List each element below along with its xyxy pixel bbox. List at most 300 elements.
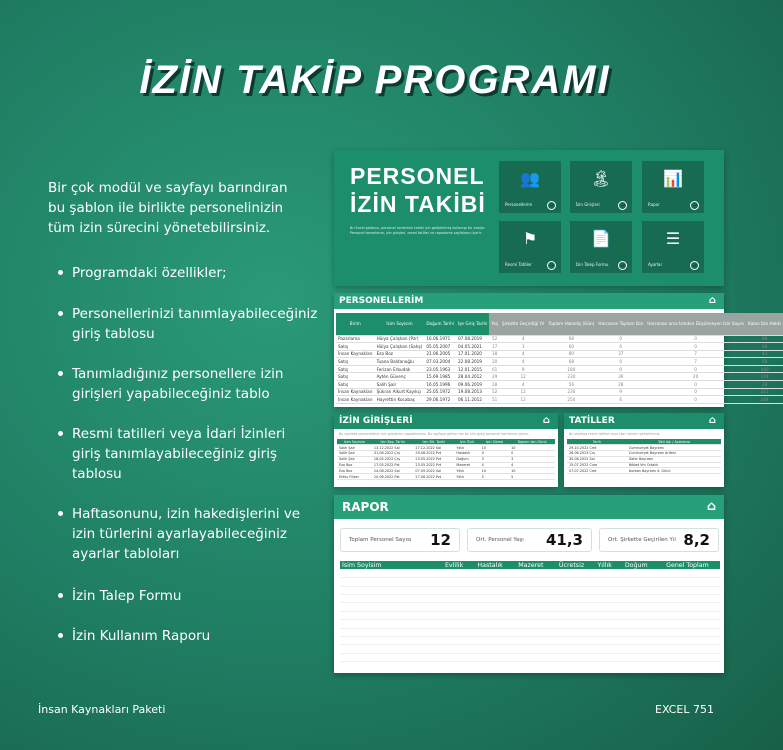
table-cell (439, 611, 470, 619)
table-cell: 4 (509, 462, 555, 468)
column-header: İzin Türü (454, 439, 479, 445)
table-cell (618, 611, 655, 619)
table-cell: 23.05.2022 Pzt (413, 456, 454, 462)
column-header: Yıllık (592, 561, 618, 569)
table-cell: Salih Şair (340, 620, 439, 628)
table-cell: 13.12.2022 Sal (372, 445, 413, 451)
table-cell: 12 (500, 388, 546, 396)
table-row (337, 474, 555, 480)
table-cell: 7 (655, 645, 720, 653)
table-cell: 3 (480, 456, 510, 462)
table-cell: 11 (439, 569, 470, 577)
table-cell (618, 595, 655, 603)
table-cell: Şükran Alkurt Kayıkçı (340, 628, 439, 636)
table-cell: 24.08.2022 Sal (372, 468, 413, 474)
table-cell: 28 (592, 620, 618, 628)
table-cell: 54 (655, 603, 720, 611)
table-cell: 250 (546, 396, 596, 404)
table-cell: Pazarlama (336, 335, 375, 343)
table-cell: Satış (336, 365, 375, 373)
kpi-avg-years (599, 528, 719, 552)
table-cell: 27.12.2022 Sal (413, 445, 454, 451)
table-cell: 10 (551, 603, 592, 611)
form-icon: 📄 (591, 229, 611, 248)
table-cell: 0 (645, 396, 746, 404)
personellerim-table (336, 313, 783, 404)
table-cell (439, 586, 470, 594)
tile-label: Personellerim (505, 202, 533, 207)
table-cell (439, 620, 470, 628)
table-cell: Ezo Boz (337, 468, 372, 474)
table-cell: 0 (480, 451, 510, 457)
column-header: İsim Soyisim (340, 561, 439, 569)
column-header: İzin Süresi (480, 439, 510, 445)
table-row (340, 603, 720, 611)
table-cell: 12 (500, 373, 546, 381)
table-cell: 7 (645, 358, 746, 366)
column-header: Toplam İzin Günü (509, 439, 555, 445)
personellerim-panel (334, 293, 782, 407)
izin-girisleri-header (334, 413, 558, 429)
table-cell: Hülya Çalışkan (Pzr) (375, 335, 425, 343)
page-title: İZİN TAKİP PROGRAMI (139, 58, 611, 102)
table-cell: 8 (592, 595, 618, 603)
table-cell (439, 645, 470, 653)
table-cell: Salih Şair (337, 445, 372, 451)
table-cell: Elifsu Filizer (340, 578, 439, 586)
table-cell: 41 (655, 578, 720, 586)
table-cell: 3 (509, 456, 555, 462)
table-cell: 04.05.2021 (456, 343, 489, 351)
table-cell (439, 603, 470, 611)
column-header: Toplam Hakediş (Gün) (546, 313, 596, 335)
table-cell: 7 (511, 645, 552, 653)
tatiller-title: TATİLLER (569, 416, 615, 426)
table-cell: 0 (596, 365, 645, 373)
table-cell: 5 (509, 474, 555, 480)
table-cell: 19.08.2013 (456, 388, 489, 396)
table-cell: 61 (489, 365, 500, 373)
table-row (340, 620, 720, 628)
table-cell: İnsan Kaynakları (338, 351, 373, 357)
dashboard-panel (334, 150, 724, 286)
arrow-right-icon: → (691, 262, 698, 269)
table-cell: 18.05.2022 Çrş (372, 456, 413, 462)
table-cell: 44 (655, 586, 720, 594)
table-cell: 51 (489, 396, 500, 404)
table-cell: 0 (509, 451, 555, 457)
table-row (336, 343, 783, 351)
table-cell: 07.08.2019 (456, 335, 489, 343)
table-cell: 221 (746, 388, 783, 396)
table-cell: 0 (645, 388, 746, 396)
izin-girisleri-table (337, 439, 555, 480)
table-row (340, 586, 720, 594)
arrow-right-icon: → (548, 202, 555, 209)
table-cell: 68 (746, 335, 783, 343)
intro-text: Bir çok modül ve sayfayı barındıran bu şablon ile birlikte personelinizin tüm izin sürecini yönetebilirsiniz. (48, 180, 288, 236)
table-cell (618, 578, 655, 586)
footer-package: İnsan Kaynakları Paketi (38, 703, 166, 716)
table-cell: 0 (645, 343, 746, 351)
table-cell (439, 595, 470, 603)
table-cell (511, 595, 552, 603)
table-row (336, 388, 783, 396)
table-cell (592, 645, 618, 653)
table-cell (439, 628, 470, 636)
column-header: Tarih (567, 439, 627, 445)
table-cell: 09.06.2019 (456, 381, 489, 389)
feature-item: Haftasonunu, izin hakedişlerini ve izin türlerini ayarlayabileceğiniz ayarlar tabloları (58, 504, 318, 564)
table-cell: 9 (470, 569, 511, 577)
table-cell (551, 637, 592, 645)
table-cell: 4 (500, 358, 546, 366)
footer-code: EXCEL 751 (655, 703, 714, 716)
dashboard-title-line2: İZİN TAKİBİ (350, 191, 486, 217)
tile-label: Resmi Tatiller (505, 262, 532, 267)
table-cell: 28 (596, 381, 645, 389)
tile-rapor[interactable] (642, 161, 704, 213)
column-header: Harcanan ama İzinden Düşülmeyen İzin Sayısı (645, 313, 746, 335)
table-cell: Satış (336, 358, 375, 366)
arrow-right-icon: → (619, 262, 626, 269)
table-cell: 28 (746, 381, 783, 389)
table-cell: 25.05.1972 (424, 388, 456, 396)
column-header: Harcanan Toplam İzin (596, 313, 645, 335)
table-cell: 230 (546, 373, 596, 381)
table-cell: Tuana Baldanoğlu (340, 645, 439, 653)
table-cell (511, 637, 552, 645)
home-icon[interactable]: ⌂ (706, 499, 716, 514)
kpi-label: Toplam Personel Sayısı (349, 537, 412, 543)
table-cell: 23.05.2022 Pzt (413, 462, 454, 468)
table-cell: 20 (489, 358, 500, 366)
kpi-avg-age (467, 528, 592, 552)
izin-girisleri-title: İZİN GİRİŞLERİ (339, 416, 413, 426)
table-cell (618, 645, 655, 653)
table-row (340, 595, 720, 603)
table-cell: 07.07.2022 Cmt (567, 468, 627, 474)
table-row (336, 396, 783, 404)
kpi-value: 12 (430, 531, 451, 549)
table-cell (511, 569, 552, 577)
table-cell: 0 (596, 335, 645, 343)
table-cell: Hastalık (454, 451, 479, 457)
column-header: Doğum (618, 561, 655, 569)
table-cell: 0 (645, 381, 746, 389)
rapor-header (334, 495, 724, 519)
table-row (336, 365, 783, 373)
table-row (340, 628, 720, 636)
table-cell: 68 (546, 335, 596, 343)
column-header: İşe Giriş Tarihi (456, 313, 489, 335)
table-cell: 31.08.2022 Çrş (372, 451, 413, 457)
table-cell: 60 (746, 343, 783, 351)
table-cell: Mazeret (454, 462, 479, 468)
table-cell: Ezo Boz (375, 350, 425, 358)
table-cell: Harun Dönmez (340, 595, 439, 603)
column-header: Ücretsiz (551, 561, 592, 569)
table-cell: 28.06.2023 Çrş (567, 451, 627, 457)
home-icon[interactable]: ⌂ (708, 415, 716, 426)
table-cell (439, 637, 470, 645)
column-header: Mazeret (511, 561, 552, 569)
personellerim-header (334, 293, 724, 309)
table-cell: 30.08.2022 Sal (567, 456, 627, 462)
people-icon: 👥 (520, 169, 540, 188)
tatiller-table (567, 439, 721, 474)
table-cell: 56 (546, 381, 596, 389)
tatiller-header (564, 413, 724, 429)
table-cell: 6 (592, 611, 618, 619)
table-cell: 230 (546, 388, 596, 396)
table-cell: 5 (480, 474, 510, 480)
table-cell: 18 (489, 350, 500, 358)
table-cell: 60 (546, 343, 596, 351)
kpi-total-personnel (340, 528, 460, 552)
total-cell: 7 (511, 653, 552, 661)
table-cell: 39 (592, 603, 618, 611)
table-cell (551, 645, 592, 653)
table-cell: 36 (592, 578, 618, 586)
table-cell: 80 (546, 350, 596, 358)
table-row (336, 350, 783, 358)
table-cell: Yıllık (454, 445, 479, 451)
table-row (336, 381, 783, 389)
kpi-label: Ort. Şirkette Geçirilen Yıl (608, 537, 676, 543)
table-cell: İnsan Kaynakları (338, 397, 373, 403)
table-cell: 9 (592, 628, 618, 636)
chart-icon: 📊 (663, 169, 683, 188)
table-cell: 23.05.1963 (424, 365, 456, 373)
table-cell (551, 611, 592, 619)
dashboard-title (350, 162, 486, 218)
table-cell: 4 (500, 381, 546, 389)
table-cell (551, 578, 592, 586)
table-cell: Salih Şair (337, 456, 372, 462)
column-header: İsim Soyisim (337, 439, 372, 445)
table-cell: 29.08.2022 Pzt (413, 451, 454, 457)
table-cell: 7 (645, 350, 746, 358)
table-cell: 05.05.2007 (424, 343, 456, 351)
table-cell: 37 (592, 586, 618, 594)
table-cell: 8 (655, 595, 720, 603)
table-cell: Yıllık (454, 474, 479, 480)
table-cell: 36 (596, 373, 645, 381)
table-cell: 9 (655, 628, 720, 636)
table-cell: Hatice Evik (340, 603, 439, 611)
table-cell: 20.06.2022 Pzt (372, 474, 413, 480)
table-cell: 9 (500, 365, 546, 373)
beach-icon: 🏝 (590, 169, 612, 188)
kpi-label: Ort. Personel Yaşı (476, 537, 524, 543)
table-cell: Satış (336, 343, 375, 351)
table-cell: 6 (655, 611, 720, 619)
arrow-right-icon: → (548, 262, 555, 269)
table-cell: Tuana Baldanoğlu (375, 358, 425, 366)
tile-resmi-tatiller[interactable] (499, 221, 561, 273)
table-cell: 52 (489, 335, 500, 343)
dashboard-title-line1: PERSONEL (350, 163, 485, 189)
table-cell: 07.03.2004 (424, 358, 456, 366)
column-header: İsim Soyisim (375, 313, 425, 335)
table-cell: 6 (596, 396, 645, 404)
table-cell: 7 (592, 637, 618, 645)
table-cell: 12 (500, 396, 546, 404)
table-row (567, 468, 721, 474)
table-cell (618, 569, 655, 577)
table-cell: Cumhuriyet Bayramı Arifesi (627, 451, 721, 457)
table-cell: Cumhuriyet Bayramı (627, 445, 721, 451)
table-cell: Hülya Çalışkan (Satış) (376, 343, 423, 349)
table-cell (551, 620, 592, 628)
feature-item: İzin Talep Formu (58, 586, 318, 606)
table-cell: Ezo Boz (337, 462, 372, 468)
table-cell: Hayrettin Kocabaş (340, 611, 439, 619)
home-icon[interactable]: ⌂ (708, 295, 716, 306)
table-cell (470, 611, 511, 619)
table-cell: 28 (489, 381, 500, 389)
tile-label: Ayarlar (648, 262, 663, 267)
total-row (340, 653, 720, 661)
table-cell: 28.04.2012 (456, 373, 489, 381)
table-cell: 68 (746, 358, 783, 366)
table-cell (470, 645, 511, 653)
table-cell: Yıllık (454, 468, 479, 474)
table-cell: 22.08.2019 (456, 358, 489, 366)
table-cell: Elifsu Filizer (337, 474, 372, 480)
table-cell: 10 (480, 445, 510, 451)
table-cell (618, 637, 655, 645)
tatiller-note: Bu sayfaya resmi tatiller veya idari izinleri girebilirsiniz. (569, 432, 661, 436)
izin-girisleri-panel (334, 413, 558, 487)
table-cell: 9 (596, 388, 645, 396)
home-icon[interactable]: ⌂ (542, 415, 550, 426)
table-row (340, 611, 720, 619)
table-cell: 15.69.1985 (424, 373, 456, 381)
table-cell: 56 (655, 569, 720, 577)
table-cell: 20 (645, 373, 746, 381)
izin-girisleri-note: Bu sayfada personellerin izin girişlerini yapabilirsiniz. Bu sayfaya girilen her bir izin girişi personel kartlarına yansır. (339, 432, 529, 436)
table-cell: 12.01.2015 (456, 365, 489, 373)
feature-item: Programdaki özellikler; (58, 263, 318, 283)
column-header: Evlilik (439, 561, 470, 569)
feature-item: Resmi tatilleri veya İdari İzinleri giriş tanımlayabileceğiniz giriş tablosu (58, 424, 318, 484)
table-cell: 06.11.2012 (456, 396, 489, 404)
table-cell: Ferizan Erbudak (375, 365, 425, 373)
tatiller-panel (564, 413, 724, 487)
table-cell: 10 (509, 445, 555, 451)
tile-label: Rapor (648, 202, 660, 207)
table-cell (470, 586, 511, 594)
total-cell: 206 (592, 653, 618, 661)
table-row (336, 335, 783, 343)
table-cell: Satış (336, 381, 375, 389)
column-header: Şirkette Geçirdiği Yıl (500, 313, 546, 335)
rapor-table (340, 561, 720, 662)
table-cell (618, 628, 655, 636)
rapor-title: RAPOR (342, 500, 389, 514)
table-cell: 29.10.2022 Cmt (567, 445, 627, 451)
dashboard-description: Bu Excel şablonu, personel izinlerinin takibi için geliştirilmiş kullanışlı bir araçtır. Personel tanımlama, izin girişleri, resmi tatiller ve raporlama sayfalarını içerir. (350, 226, 486, 235)
table-cell: 29.06.1972 (424, 396, 456, 404)
table-cell: 180 (546, 365, 596, 373)
column-header: İzin Bit. Tarihi (413, 439, 454, 445)
table-cell: 7 (618, 586, 655, 594)
column-header: Genel Toplam (655, 561, 720, 569)
table-cell: 43 (746, 350, 783, 358)
feature-item: İzin Kullanım Raporu (58, 626, 318, 646)
tile-personellerim[interactable] (499, 161, 561, 213)
column-header: Hastalık (470, 561, 511, 569)
flag-icon: ⚑ (522, 229, 538, 248)
table-cell: Ayten Güvenç (340, 569, 439, 577)
feature-item: Tanımladığınız personellere izin girişleri yapabileceğiniz tablo (58, 364, 318, 404)
table-cell (618, 620, 655, 628)
table-cell (470, 620, 511, 628)
tile-ayarlar[interactable] (642, 221, 704, 273)
table-cell: Salih Şair (337, 451, 372, 457)
table-cell (470, 628, 511, 636)
table-cell: 4 (480, 462, 510, 468)
table-cell: 68 (546, 358, 596, 366)
table-cell (511, 628, 552, 636)
table-cell: 17 (489, 343, 500, 351)
table-cell: 28 (655, 620, 720, 628)
arrow-right-icon: → (619, 202, 626, 209)
table-cell (470, 578, 511, 586)
table-cell (551, 569, 592, 577)
table-cell (511, 578, 552, 586)
table-cell: Kurban Bayramı 4. Günü (627, 468, 721, 474)
table-row (340, 645, 720, 653)
table-cell: Şükran Alkurt Kayıkçı (375, 388, 425, 396)
sliders-icon: ☰ (665, 229, 681, 248)
kpi-value: 8,2 (683, 531, 710, 549)
feature-item: Personellerinizi tanımlayabileceğiniz giriş tablosu (58, 304, 318, 344)
table-cell: 10 (480, 468, 510, 474)
table-cell: 0 (645, 365, 746, 373)
table-cell: 5 (439, 578, 470, 586)
table-cell: 52 (489, 388, 500, 396)
total-cell: 7 (618, 653, 655, 661)
table-cell (511, 620, 552, 628)
column-header: Kalan İzin Hakkı (746, 313, 783, 335)
column-header: Yaş (489, 313, 500, 335)
table-cell (551, 586, 592, 594)
table-cell: 4 (500, 335, 546, 343)
table-cell: 4 (500, 350, 546, 358)
table-cell: Doğum (454, 456, 479, 462)
table-cell: Nöbet Vm Ortalık (627, 462, 721, 468)
table-cell: Ezo Boz (340, 586, 439, 594)
table-cell: 17.01.2020 (456, 350, 489, 358)
kpi-value: 41,3 (545, 531, 583, 549)
table-cell: 5 (470, 603, 511, 611)
table-cell: 3 (500, 343, 546, 351)
column-header: İzin Baş. Tarihi (372, 439, 413, 445)
table-cell: İnsan Kaynakları (338, 389, 373, 395)
table-cell (618, 603, 655, 611)
total-cell: 260 (655, 653, 720, 661)
table-row (340, 637, 720, 645)
table-cell: 0 (596, 358, 645, 366)
tile-izin-talep-formu[interactable] (570, 221, 632, 273)
table-cell: 10 (509, 468, 555, 474)
table-cell: Aytén Güvenç (375, 373, 425, 381)
tile-izin-girisleri[interactable] (570, 161, 632, 213)
table-cell (470, 595, 511, 603)
